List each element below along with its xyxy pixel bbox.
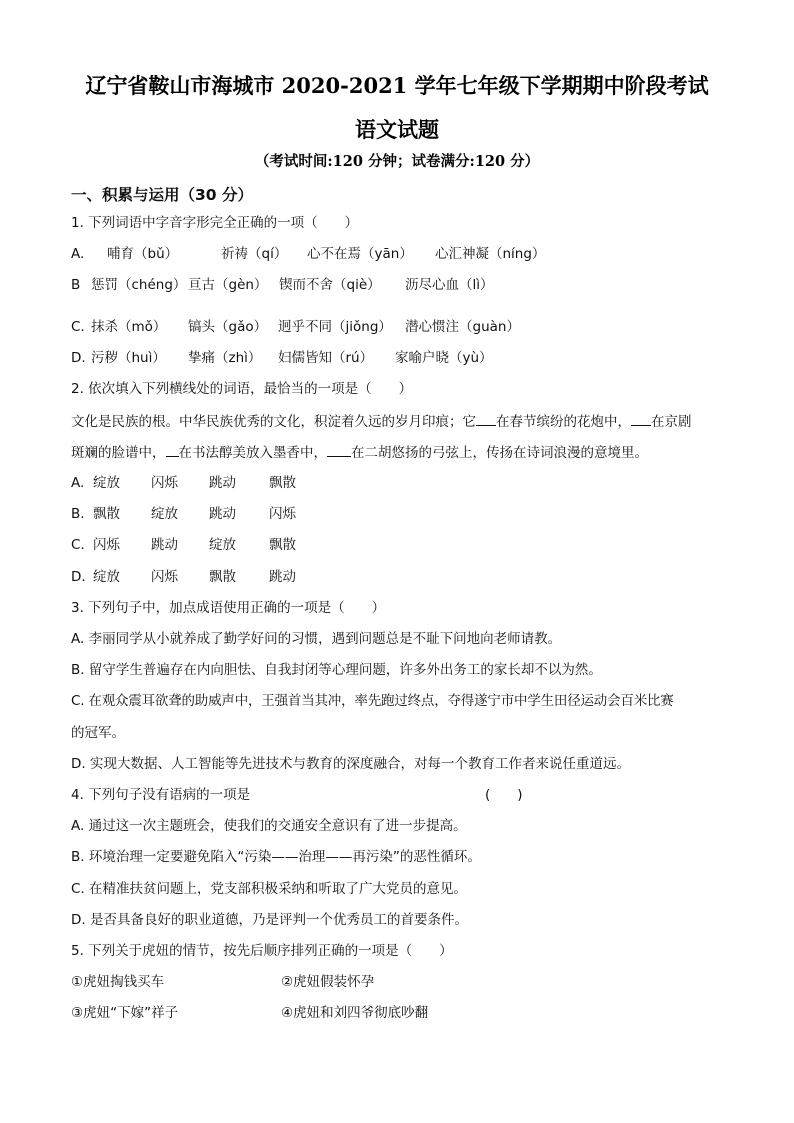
q4-answer-paren: ( ) xyxy=(485,787,523,803)
q4-option-b: B. 环境治理一定要避免陷入“污染——治理——再污染”的恶性循环。 xyxy=(71,849,481,865)
choice-word: 绽放 xyxy=(93,475,120,491)
option-item: 家喻户晓（yù） xyxy=(395,350,493,366)
passage-text: 斑斓的脸谱中， xyxy=(71,445,166,461)
plot-item: ①虎妞掏钱买车 xyxy=(71,974,165,990)
option-item: 迥乎不同（jiǒng） xyxy=(278,319,392,335)
q3-option-d: D. 实现大数据、人工智能等先进技术与教育的深度融合，对每一个教育工作者来说任重道远。 xyxy=(71,756,630,772)
q5-items-row-2 xyxy=(71,1004,428,1022)
choice-word: 跳动 xyxy=(209,475,236,491)
choice-word: 飘散 xyxy=(269,475,296,491)
option-item: 妇儒皆知（rú） xyxy=(278,350,374,366)
choice-word: 飘散 xyxy=(93,506,120,522)
fill-blank xyxy=(476,412,496,426)
passage-text: 在书法醇美放入墨香中， xyxy=(178,445,327,461)
exam-title: 辽宁省鞍山市海城市 2020-2021 学年七年级下学期期中阶段考试 xyxy=(85,73,709,98)
option-label: D. xyxy=(71,350,86,366)
q1-option-a xyxy=(71,245,545,263)
q4-option-d: D. 是否具备良好的职业道德，乃是评判一个优秀员工的首要条件。 xyxy=(71,912,468,928)
q2-choice-c xyxy=(71,536,296,554)
option-item: 哺育（bǔ） xyxy=(107,246,179,262)
q5-stem: 5. 下列关于虎妞的情节，按先后顺序排列正确的一项是（ ） xyxy=(71,943,453,959)
plot-item: ④虎妞和刘四爷彻底吵翻 xyxy=(281,1005,429,1021)
plot-item: ③虎妞“下嫁”祥子 xyxy=(71,1005,179,1021)
exam-subtitle: 语文试题 xyxy=(355,117,439,142)
q3-stem: 3. 下列句子中，加点成语使用正确的一项是（ ） xyxy=(71,600,386,616)
q4-option-c: C. 在精准扶贫问题上，党支部积极采纳和听取了广大党员的意见。 xyxy=(71,881,468,897)
q5-items-row-1 xyxy=(71,973,374,991)
passage-text: 在春节缤纷的花炮中， xyxy=(496,414,631,430)
choice-word: 闪烁 xyxy=(93,537,120,553)
option-item: 心不在焉（yān） xyxy=(307,246,413,262)
choice-word: 飘散 xyxy=(269,537,296,553)
q2-choice-b xyxy=(71,505,296,523)
q2-passage-line-1 xyxy=(71,412,692,431)
choice-label: D. xyxy=(71,569,86,585)
q3-option-a: A. 李丽同学从小就养成了勤学好问的习惯，遇到问题总是不耻下问地向老师请教。 xyxy=(71,631,562,647)
choice-word: 跳动 xyxy=(209,506,236,522)
option-item: 亘古（gèn） xyxy=(188,277,268,293)
passage-text: 在二胡悠扬的弓弦上，传扬在诗词浪漫的意境里。 xyxy=(351,445,648,461)
q4-option-a: A. 通过这一次主题班会，使我们的交通安全意识有了进一步提高。 xyxy=(71,818,467,834)
q2-passage-line-2 xyxy=(71,443,648,462)
option-label: A. xyxy=(71,246,85,262)
q3-option-c-line-2: 的冠军。 xyxy=(71,725,125,741)
option-item: 锲而不舍（qiè） xyxy=(279,277,381,293)
option-item: 沥尽心血（lì） xyxy=(405,277,494,293)
choice-word: 跳动 xyxy=(269,569,296,585)
q4-stem: 4. 下列句子没有语病的一项是 xyxy=(71,787,251,803)
q3-option-c-line-1: C. 在观众震耳欲聋的助威声中，王强首当其冲，率先跑过终点，夺得遂宁市中学生田径运动会百米比赛 xyxy=(71,693,674,709)
choice-word: 绽放 xyxy=(209,537,236,553)
q3-option-b: B. 留守学生普遍存在内向胆怯、自我封闭等心理问题，许多外出务工的家长却不以为然。 xyxy=(71,662,602,678)
choice-word: 绽放 xyxy=(151,506,178,522)
plot-item: ②虎妞假装怀孕 xyxy=(281,974,375,990)
option-label: B xyxy=(71,277,81,293)
option-label: C. xyxy=(71,319,85,335)
choice-label: B. xyxy=(71,506,85,522)
option-item: 镐头（gǎo） xyxy=(188,319,268,335)
q2-choice-d xyxy=(71,568,296,586)
option-item: 污秽（huì） xyxy=(91,350,166,366)
q2-choice-a xyxy=(71,474,296,492)
option-item: 祈祷（qí） xyxy=(221,246,288,262)
passage-text: 文化是民族的根。中华民族优秀的文化，积淀着久远的岁月印痕；它 xyxy=(71,414,476,430)
q1-option-d xyxy=(71,349,493,367)
q1-option-b xyxy=(71,276,494,294)
passage-text: 在京剧 xyxy=(651,414,692,430)
choice-word: 闪烁 xyxy=(151,569,178,585)
option-item: 潜心惯注（guàn） xyxy=(405,319,520,335)
fill-blank xyxy=(631,412,651,426)
choice-word: 闪烁 xyxy=(269,506,296,522)
q1-option-c xyxy=(71,318,520,336)
section-heading: 一、积累与运用（30 分） xyxy=(71,186,253,204)
exam-info: （考试时间:120 分钟；试卷满分:120 分） xyxy=(254,153,540,170)
fill-blank xyxy=(327,443,351,457)
choice-word: 飘散 xyxy=(209,569,236,585)
option-item: 心汇神凝（níng） xyxy=(435,246,546,262)
q1-stem: 1. 下列词语中字音字形完全正确的一项（ ） xyxy=(71,215,359,231)
fill-blank xyxy=(166,443,179,457)
option-item: 惩罚（chéng） xyxy=(91,277,187,293)
q2-stem: 2. 依次填入下列横线处的词语，最恰当的一项是（ ） xyxy=(71,381,413,397)
option-item: 抹杀（mǒ） xyxy=(91,319,167,335)
option-item: 挚痛（zhì） xyxy=(188,350,262,366)
choice-word: 绽放 xyxy=(93,569,120,585)
choice-label: C. xyxy=(71,537,85,553)
choice-word: 跳动 xyxy=(151,537,178,553)
choice-label: A. xyxy=(71,475,85,491)
choice-word: 闪烁 xyxy=(151,475,178,491)
